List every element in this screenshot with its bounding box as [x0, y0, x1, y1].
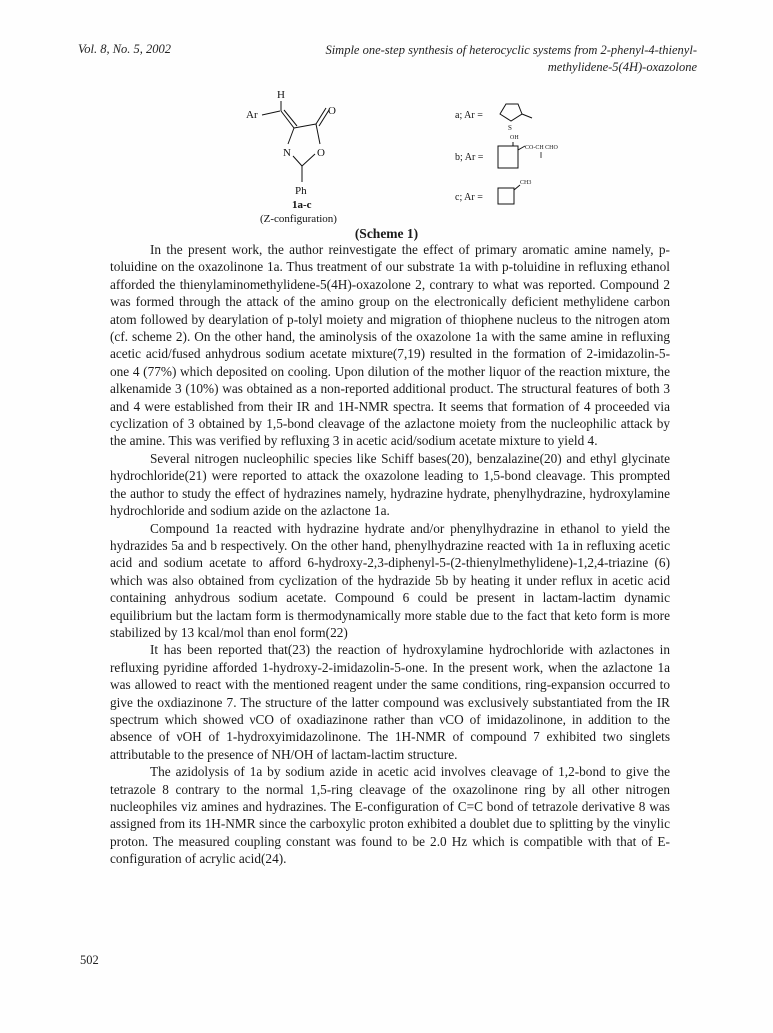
scheme-1-drawing [200, 84, 600, 234]
running-header-right [277, 42, 697, 76]
scheme-c-label: c; Ar = [455, 192, 483, 203]
scheme-b-sub: CO-CH CHO [525, 145, 558, 151]
page-number: 502 [80, 953, 99, 967]
scheme-1-structure [200, 84, 600, 244]
pyrrole-ring-icon [498, 188, 514, 204]
scheme-ph-label: Ph [295, 185, 307, 197]
running-header-right-line2: methylidene-5(4H)-oxazolone [547, 60, 697, 74]
scheme-ar-label: Ar [246, 109, 258, 121]
benzene-ring-icon [498, 146, 518, 168]
body-text [110, 241, 670, 868]
scheme-a-label: a; Ar = [455, 110, 483, 121]
paragraph-3: Compound 1a reacted with hydrazine hydrate and/or phenylhydrazine in ethanol to yield the hydrazides 5a and b respectively. On the other hand, phenylhydrazine reacted with 1a in refluxing acetic acid and sodium acetate to afford 6-hydroxy-2,3-diphenyl-5-(2-thienylmethylidene)-1,2,4-triazine (6) which was also obtained from cyclization of the hydrazide 5b by heating it under reflux in acetic acid containing anhydrous sodium acetate. Compound 6 could be present in lactam-lactim dynamic equilibrium but the lactam form is thermodynamically more stable due to the fact that keto form is more stabilized by 13 kcal/mol than enol form(22) [110, 520, 670, 640]
running-header-right-line1: Simple one-step synthesis of heterocyclic systems from 2-phenyl-4-thienyl- [325, 43, 697, 57]
scheme-ring-o: O [317, 147, 325, 159]
thiophene-ring-icon [500, 104, 522, 121]
paragraph-1: In the present work, the author reinvestigate the effect of primary aromatic amine namely, p-toluidine on the oxazolinone 1a. Thus treatment of our substrate 1a with p-toluidine in refluxing ethanol afforded the thienylaminomethylidene-5(4H)-oxazolone 2, contrary to what was reported. Compound 2 was formed through the attack of the amino group on the electronically deficient methylidene carbon atom followed by dearylation of p-tolyl moiety and migration of thiophene nucleus to the nitrogen atom (cf. scheme 2). On the other hand, the aminolysis of the oxazolone 1a with the same amine in refluxing acetic acid/fused anhydrous sodium acetate mixture(7,19) resulted in the formation of 2-imidazolin-5-one 4 (77%) which deposited on cooling. Upon dilution of the mother liquor of the reaction mixture, the alkenamide 3 (10%) was obtained as a non-reported additional product. The structural features of both 3 and 4 were established from their IR and 1H-NMR spectra. It seems that formation of 4 proceeded via cyclization of 3 obtained by 1,5-bond cleavage of the azlactone moiety from the nucleophilic attack by the amine. This was verified by refluxing 3 in acetic acid/sodium acetate mixture to yield 4. [110, 242, 670, 449]
paragraph-2: Several nitrogen nucleophilic species like Schiff bases(20), benzalazine(20) and ethyl glycinate hydrochloride(21) were reported to attack the oxazolone leading to 1,5-bond cleavage. This prompted the author to study the effect of hydrazines namely, hydrazine hydrate, phenylhydrazine, hydroxylamine hydrochloride and sodium azide on the azlactone 1a. [110, 450, 670, 519]
scheme-carbonyl-o: O [328, 105, 336, 117]
scheme-h-label: H [277, 89, 285, 101]
scheme-c-sub: CH3 [520, 180, 532, 186]
paragraph-4: It has been reported that(23) the reaction of hydroxylamine hydrochloride with azlactones in refluxing pyridine afforded 1-hydroxy-2-imidazolin-5-one. In the present work, when the azlactone 1a was allowed to react with the mentioned reagent under the same conditions, ring-expansion occurred to give the oxdiazinone 7. The structure of the latter compound was exclusively substantiated from the IR spectrum which showed νCO of oxadiazinone rather than νCO of imidazolinone, in addition to the absence of νOH of 1-hydroxyimidazolinone. The 1H-NMR of compound 7 exhibited two singlets attributable to the presence of NH/OH of lactam-lactim structure. [110, 642, 670, 762]
scheme-caption: (Scheme 1) [354, 226, 419, 241]
scheme-a-s: S [508, 124, 512, 132]
scheme-b-oh: OH [510, 135, 519, 141]
scheme-config-label: (Z-configuration) [260, 213, 337, 225]
scheme-b-label: b; Ar = [455, 152, 484, 163]
paragraph-5: The azidolysis of 1a by sodium azide in acetic acid involves cleavage of 1,2-bond to give the tetrazole 8 contrary to the normal 1,5-ring cleavage of the oxazolinone ring by all other nitrogen nucleophiles viz amines and hydrazines. The E-configuration of C=C bond of tetrazole derivative 8 was assigned from its 1H-NMR since the carboxylic proton exhibited a doublet due to splitting by the vinylic proton. The measured coupling constant was found to be 2.0 Hz which is compatible with that of E-configuration of acrylic acid(24). [110, 764, 670, 867]
scheme-ring-n: N [283, 147, 291, 159]
scheme-compound-label: 1a-c [292, 199, 312, 211]
running-header-left: Vol. 8, No. 5, 2002 [78, 42, 172, 56]
